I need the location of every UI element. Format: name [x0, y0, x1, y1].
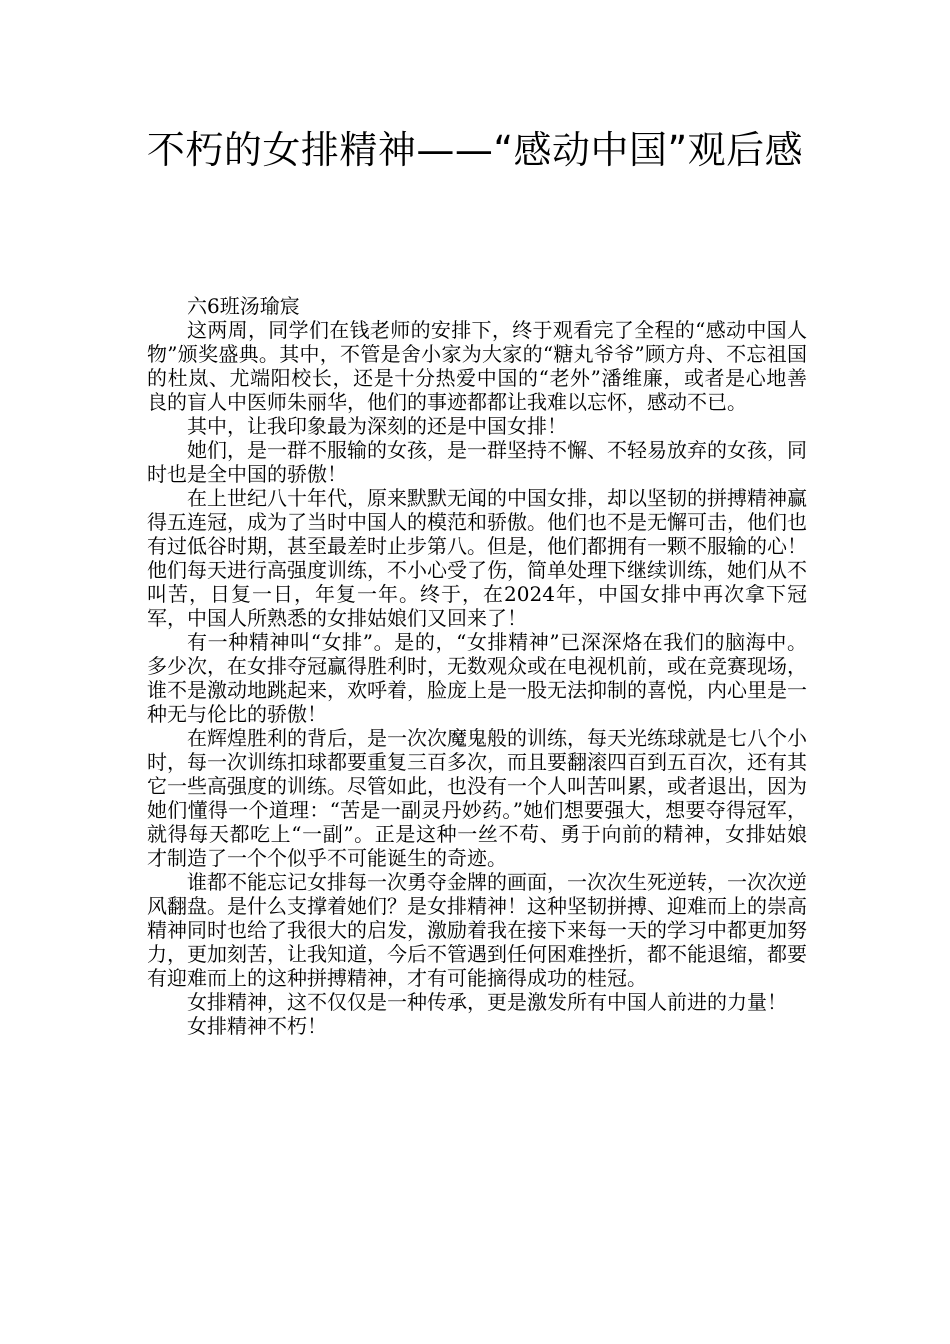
- paragraph: 她们，是一群不服输的女孩，是一群坚持不懈、不轻易放弃的女孩，同时也是全中国的骄傲！: [147, 438, 807, 486]
- paragraph: 在上世纪八十年代，原来默默无闻的中国女排，却以坚韧的拼搏精神赢得五连冠，成为了当时中国人的模范和骄傲。他们也不是无懈可击，他们也有过低谷时期，甚至最差时止步第八。但是，他们都拥有一颗不服输的心！他们每天进行高强度训练，不小心受了伤，简单处理下继续训练，她们从不叫苦，日复一日，年复一年。终于，在2024年，中国女排中再次拿下冠军，中国人所熟悉的女排姑娘们又回来了！: [147, 486, 807, 630]
- paragraph: 这两周，同学们在钱老师的安排下，终于观看完了全程的“感动中国人物”颁奖盛典。其中，不管是舍小家为大家的“糖丸爷爷”顾方舟、不忘祖国的杜岚、尤端阳校长，还是十分热爱中国的“老外”潘维廉，或者是心地善良的盲人中医师朱丽华，他们的事迹都都让我难以忘怀，感动不已。: [147, 318, 807, 414]
- paragraph: 谁都不能忘记女排每一次勇夺金牌的画面，一次次生死逆转，一次次逆风翻盘。是什么支撑着她们？是女排精神！这种坚韧拼搏、迎难而上的崇高精神同时也给了我很大的启发，激励着我在接下来每一天的学习中都更加努力，更加刻苦，让我知道，今后不管遇到任何困难挫折，都不能退缩，都要有迎难而上的这种拼搏精神，才有可能摘得成功的桂冠。: [147, 870, 807, 990]
- paragraph: 其中，让我印象最为深刻的还是中国女排！: [187, 414, 567, 438]
- paragraph: 女排精神不朽！: [187, 1014, 327, 1038]
- author-line: 六6班汤瑜宸: [187, 294, 300, 318]
- document-body: [147, 294, 807, 1038]
- paragraph: 女排精神，这不仅仅是一种传承，更是激发所有中国人前进的力量！: [187, 990, 787, 1014]
- document-title: 不朽的女排精神——“感动中国”观后感: [146, 128, 804, 172]
- paragraph: 在辉煌胜利的背后，是一次次魔鬼般的训练，每天光练球就是七八个小时，每一次训练扣球都要重复三百多次，而且要翻滚四百到五百次，还有其它一些高强度的训练。尽管如此，也没有一个人叫苦叫累，或者退出，因为她们懂得一个道理：“苦是一副灵丹妙药。”她们想要强大，想要夺得冠军，就得每天都吃上“一副”。正是这种一丝不苟、勇于向前的精神，女排姑娘才制造了一个个似乎不可能诞生的奇迹。: [147, 726, 807, 870]
- paragraph: 有一种精神叫“女排”。是的，“女排精神”已深深烙在我们的脑海中。多少次，在女排夺冠赢得胜利时，无数观众或在电视机前，或在竞赛现场，谁不是激动地跳起来，欢呼着，脸庞上是一股无法抑制的喜悦，内心里是一种无与伦比的骄傲！: [147, 630, 807, 726]
